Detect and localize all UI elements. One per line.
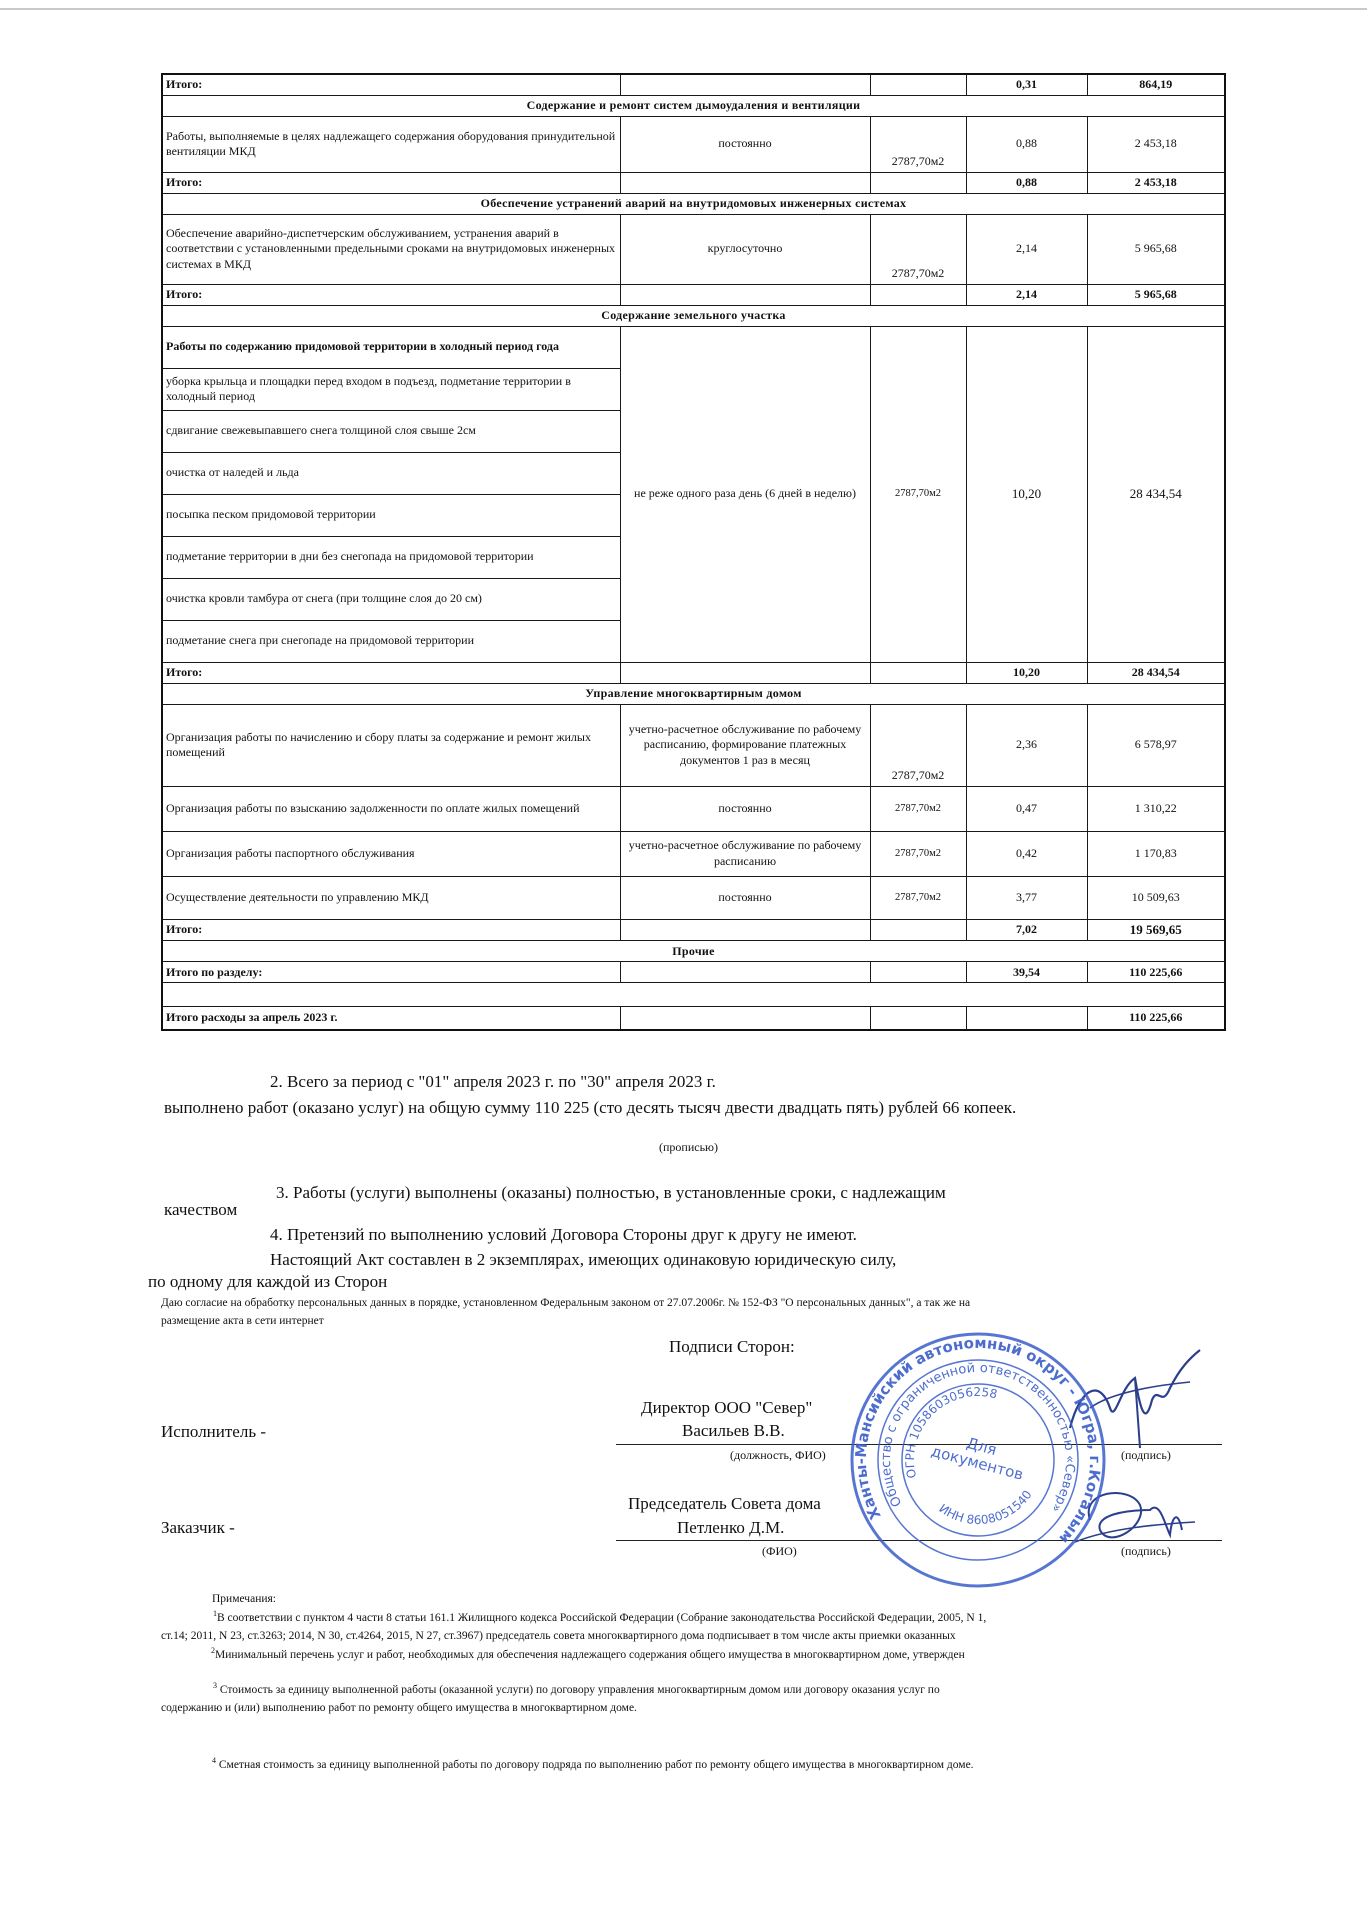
total-label: Итого: <box>162 919 620 941</box>
stamp-outer-text: Ханты-Мансийский автономный округ - Югра, г.Когалым <box>851 1333 1105 1548</box>
period-cell: постоянно <box>620 786 870 831</box>
work-cell: Работы, выполняемые в целях надлежащего содержания оборудования принудительной вентиляции МКД <box>162 116 620 172</box>
total-label: Итого: <box>162 74 620 95</box>
work-cell: очистка от наледей и льда <box>162 452 620 494</box>
grand-total-label: Итого расходы за апрель 2023 г. <box>162 1007 620 1030</box>
total-rate: 0,88 <box>966 172 1087 193</box>
total-row <box>162 172 1225 193</box>
area-cell: 2787,70м2 <box>870 214 966 284</box>
executor-position: Директор ООО "Север" <box>641 1398 813 1417</box>
total-label: Итого по разделу: <box>162 962 620 983</box>
total-row <box>162 919 1225 941</box>
sum-cell: 6 578,97 <box>1087 704 1225 786</box>
paragraph-5: Настоящий Акт составлен в 2 экземплярах, имеющих одинаковую юридическую силу, <box>270 1250 897 1269</box>
stamp-ogrn: ОГРН 1058603056258 <box>902 1384 999 1480</box>
company-stamp <box>848 1330 1108 1590</box>
work-cell: Организация работы паспортного обслуживания <box>162 831 620 876</box>
propis-caption: (прописью) <box>659 1140 719 1154</box>
sum-cell: 2 453,18 <box>1087 116 1225 172</box>
area-cell: 2787,70м2 <box>870 876 966 919</box>
period-cell: не реже одного раза день (6 дней в неделю) <box>620 326 870 662</box>
total-row <box>162 962 1225 983</box>
customer-caption: (ФИО) <box>762 1544 797 1558</box>
executor-sign-caption: (подпись) <box>1121 1448 1171 1462</box>
customer-name: Петленко Д.М. <box>677 1518 785 1537</box>
note-3: $^3$ Стоимость за единицу выполненной работы (оказанной услуги) по договору управления многоквартирным домом или договору оказания услуг по содержанию и (или) выполнению работ по ремонту общего имущества в многоквартирном доме. <box>161 1681 940 1714</box>
work-cell: уборка крыльца и площадки перед входом в подъезд, подметание территории в холодный период <box>162 368 620 410</box>
total-sum: 5 965,68 <box>1087 284 1225 305</box>
work-cell: Обеспечение аварийно-диспетчерским обслуживанием, устранения аварий в соответствии с установленными предельными сроками на внутридомовых инженерных системах в МКД <box>162 214 620 284</box>
total-rate: 39,54 <box>966 962 1087 983</box>
section-title: Обеспечение устранений аварий на внутридомовых инженерных системах <box>162 193 1225 214</box>
area-cell: 2787,70м2 <box>870 116 966 172</box>
total-row <box>162 662 1225 683</box>
signatures-title: Подписи Сторон: <box>669 1337 795 1356</box>
total-rate: 2,14 <box>966 284 1087 305</box>
area-cell: 2787,70м2 <box>870 831 966 876</box>
total-label: Итого: <box>162 172 620 193</box>
works-table <box>161 73 1226 1031</box>
work-cell: Осуществление деятельности по управлению МКД <box>162 876 620 919</box>
empty-row <box>162 983 1225 1007</box>
rate-cell: 0,88 <box>966 116 1087 172</box>
table-row <box>162 214 1225 284</box>
period-cell: постоянно <box>620 116 870 172</box>
total-rate: 10,20 <box>966 662 1087 683</box>
paragraph-3-tail: качеством <box>164 1200 238 1219</box>
total-rate: 0,31 <box>966 74 1087 95</box>
work-cell: очистка кровли тамбура от снега (при толщине слоя до 20 см) <box>162 578 620 620</box>
work-cell: посыпка песком придомовой территории <box>162 494 620 536</box>
stamp-center-text: Для документов <box>929 1433 1026 1484</box>
rate-cell: 0,42 <box>966 831 1087 876</box>
work-cell: Организация работы по взысканию задолженности по оплате жилых помещений <box>162 786 620 831</box>
area-cell: 2787,70м2 <box>870 786 966 831</box>
paragraph-5-tail: по одному для каждой из Сторон <box>148 1272 388 1291</box>
total-sum: 19 569,65 <box>1087 919 1225 941</box>
rate-cell: 10,20 <box>966 326 1087 662</box>
executor-label: Исполнитель - <box>161 1422 266 1441</box>
stamp-inn: ИНН 8608051540 <box>936 1487 1035 1528</box>
rate-cell: 2,36 <box>966 704 1087 786</box>
section-title: Управление многоквартирным домом <box>162 683 1225 704</box>
total-sum: 2 453,18 <box>1087 172 1225 193</box>
period-cell: учетно-расчетное обслуживание по рабочему расписанию, формирование платежных документов 1 раз в месяц <box>620 704 870 786</box>
total-label: Итого: <box>162 662 620 683</box>
total-rate: 7,02 <box>966 919 1087 941</box>
notes-title: Примечания: <box>212 1593 276 1605</box>
note-4: $^4$ Сметная стоимость за единицу выполненной работы по договору подряда по выполнению работ по ремонту общего имущества в многоквартирном доме. <box>212 1756 974 1771</box>
section-title: Прочие <box>162 941 1225 962</box>
paragraph-2-line-1: 2. Всего за период с "01" апреля 2023 г. по "30" апреля 2023 г. <box>270 1072 716 1091</box>
work-cell: Организация работы по начислению и сбору платы за содержание и ремонт жилых помещений <box>162 704 620 786</box>
customer-sign-caption: (подпись) <box>1121 1544 1171 1558</box>
work-cell: Работы по содержанию придомовой территории в холодный период года <box>162 326 620 368</box>
rate-cell: 3,77 <box>966 876 1087 919</box>
stamp-inner-text: Общество с ограниченной ответственностью «Север» <box>878 1360 1078 1516</box>
sum-cell: 5 965,68 <box>1087 214 1225 284</box>
work-cell: подметание территории в дни без снегопада на придомовой территории <box>162 536 620 578</box>
area-cell: 2787,70м2 <box>870 326 966 662</box>
total-sum: 864,19 <box>1087 74 1225 95</box>
consent-line-2: размещение акта в сети интернет <box>161 1315 324 1327</box>
work-cell: подметание снега при снегопаде на придомовой территории <box>162 620 620 662</box>
period-cell: учетно-расчетное обслуживание по рабочему расписанию <box>620 831 870 876</box>
total-label: Итого: <box>162 284 620 305</box>
total-row <box>162 74 1225 95</box>
rate-cell: 0,47 <box>966 786 1087 831</box>
table-row <box>162 786 1225 831</box>
table-row <box>162 326 1225 368</box>
sum-cell: 1 170,83 <box>1087 831 1225 876</box>
executor-caption: (должность, ФИО) <box>730 1448 826 1462</box>
note-1: $^1$В соответствии с пунктом 4 части 8 статьи 161.1 Жилищного кодекса Российской Федерации (Собрание законодательства Российской Федерации, 2005, N 1, ст.14; 2011, N 23, ст.3263; 2014, N 30, ст.4264, 2015, N 27, ст.3967) председатель совета многоквартирного дома подписывает в том числе акты приемки оказанных $^2$Минимальный перечень услуг и работ, необходимых для обеспечения надлежащего содержания общего имущества в многоквартирном доме, утвержден <box>161 1609 987 1662</box>
section-title: Содержание земельного участка <box>162 305 1225 326</box>
sum-cell: 28 434,54 <box>1087 326 1225 662</box>
paragraph-2-line-2: выполнено работ (оказано услуг) на общую сумму 110 225 (сто десять тысяч двести двадцать пять) рублей 66 копеек. <box>164 1098 1017 1117</box>
table-row <box>162 831 1225 876</box>
sum-cell: 1 310,22 <box>1087 786 1225 831</box>
total-sum: 110 225,66 <box>1087 962 1225 983</box>
total-row <box>162 284 1225 305</box>
table-row <box>162 116 1225 172</box>
work-cell: сдвигание свежевыпавшего снега толщиной слоя свыше 2см <box>162 410 620 452</box>
customer-label: Заказчик - <box>161 1518 235 1537</box>
grand-total-sum: 110 225,66 <box>1087 1007 1225 1030</box>
area-cell: 2787,70м2 <box>870 704 966 786</box>
table-row <box>162 876 1225 919</box>
grand-total-row <box>162 1007 1225 1030</box>
scan-top-line <box>0 8 1367 10</box>
sum-cell: 10 509,63 <box>1087 876 1225 919</box>
total-sum: 28 434,54 <box>1087 662 1225 683</box>
paragraph-3: 3. Работы (услуги) выполнены (оказаны) полностью, в установленные сроки, с надлежащим <box>276 1183 946 1202</box>
consent-line-1: Даю согласие на обработку персональных данных в порядке, установленном Федеральным законом от 27.07.2006г. № 152-ФЗ "О персональных данных", а так же на <box>161 1297 971 1309</box>
period-cell: постоянно <box>620 876 870 919</box>
paragraph-4: 4. Претензий по выполнению условий Договора Стороны друг к другу не имеют. <box>270 1225 857 1244</box>
executor-name: Васильев В.В. <box>682 1421 785 1440</box>
customer-position: Председатель Совета дома <box>628 1494 821 1513</box>
period-cell: круглосуточно <box>620 214 870 284</box>
section-title: Содержание и ремонт систем дымоудаления и вентиляции <box>162 95 1225 116</box>
rate-cell: 2,14 <box>966 214 1087 284</box>
table-row <box>162 704 1225 786</box>
